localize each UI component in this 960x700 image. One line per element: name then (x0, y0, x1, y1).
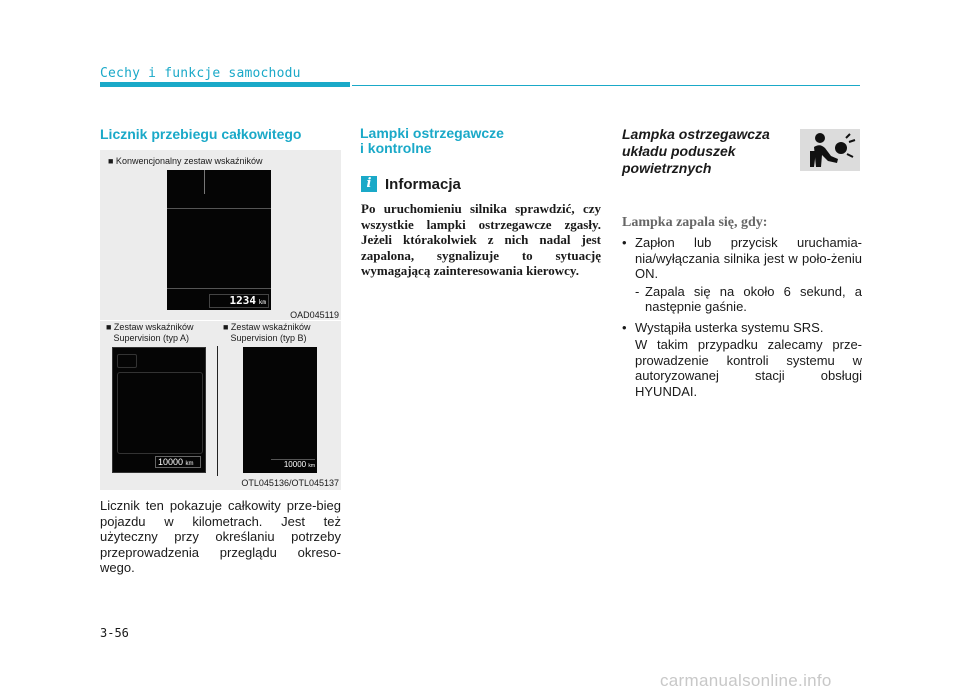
list-item: • Wystąpiła usterka systemu SRS. (622, 319, 824, 335)
figure-code-bottom: OTL045136/OTL045137 (241, 478, 339, 488)
heading-line: powietrznych (622, 160, 712, 176)
page-number: 3-56 (100, 626, 129, 640)
heading-line: układu poduszek (622, 143, 736, 159)
odometer-figure (100, 150, 341, 490)
watermark: carmanualsonline.info (660, 671, 832, 690)
warning-lights-heading (360, 126, 504, 156)
info-title: Informacja (385, 176, 461, 193)
odometer-unit: km (308, 463, 315, 469)
odometer-readout-type-a (155, 456, 201, 468)
odometer-value: 10000 (158, 457, 184, 467)
airbag-warning-icon (800, 129, 860, 171)
airbag-lamp-subheading: Lampka zapala się, gdy: (622, 215, 768, 230)
header-rule (352, 85, 860, 86)
airbag-warning-heading (622, 126, 802, 177)
list-note: W takim przypadku zalecamy prze-prowadzenie kontroli systemu w autoryzowanej stacji obsługi HYUNDAI. (635, 337, 862, 399)
list-item: • Zapłon lub przycisk uruchamia-nia/wyłączania silnika jest w poło-żeniu ON. (622, 235, 862, 281)
supervision-cluster-type-b (243, 347, 317, 473)
info-icon: i (361, 176, 377, 192)
heading-line: Lampka ostrzegawcza (622, 126, 770, 142)
odometer-unit: km (258, 299, 266, 306)
heading-line: i kontrolne (360, 140, 432, 156)
odometer-readout-conventional (209, 294, 269, 308)
header-accent-bar (100, 82, 350, 87)
airbag-conditions-list (622, 235, 862, 399)
list-subitem: - Zapala się na około 6 sekund, a następnie gaśnie. (635, 283, 862, 314)
odometer-unit: km (185, 461, 194, 467)
odometer-value: 10000 (283, 460, 307, 469)
figure-code-top: OAD045119 (290, 310, 339, 320)
odometer-value: 1234 (229, 294, 256, 307)
conventional-cluster-display (167, 170, 271, 310)
heading-line: Lampki ostrzegawcze (360, 125, 504, 141)
figure-caption-type-b: ■ Zestaw wskaźników Supervision (typ B) (223, 322, 311, 343)
odometer-heading: Licznik przebiegu całkowitego (100, 126, 302, 142)
odometer-readout-type-b (271, 459, 315, 469)
figure-caption-type-a: ■ Zestaw wskaźników Supervision (typ A) (106, 322, 194, 343)
odometer-description: Licznik ten pokazuje całkowity prze-bieg pojazdu w kilometrach. Jest też użyteczny przy określaniu potrzeby przeprowadzenia przeglądu okreso-wego. (100, 498, 341, 575)
section-title: Cechy i funkcje samochodu (100, 66, 301, 81)
figure-caption-conventional: ■ Konwencjonalny zestaw wskaźników (108, 156, 263, 166)
info-body: Po uruchomieniu silnika sprawdzić, czy wszystkie lampki ostrzegawcze zgasły. Jeżeli którakolwiek z nich nadal jest zapalona, sygnalizuje to sytuację wymagającą zainteresowania kierowcy. (361, 201, 601, 278)
supervision-cluster-type-a (112, 347, 206, 473)
